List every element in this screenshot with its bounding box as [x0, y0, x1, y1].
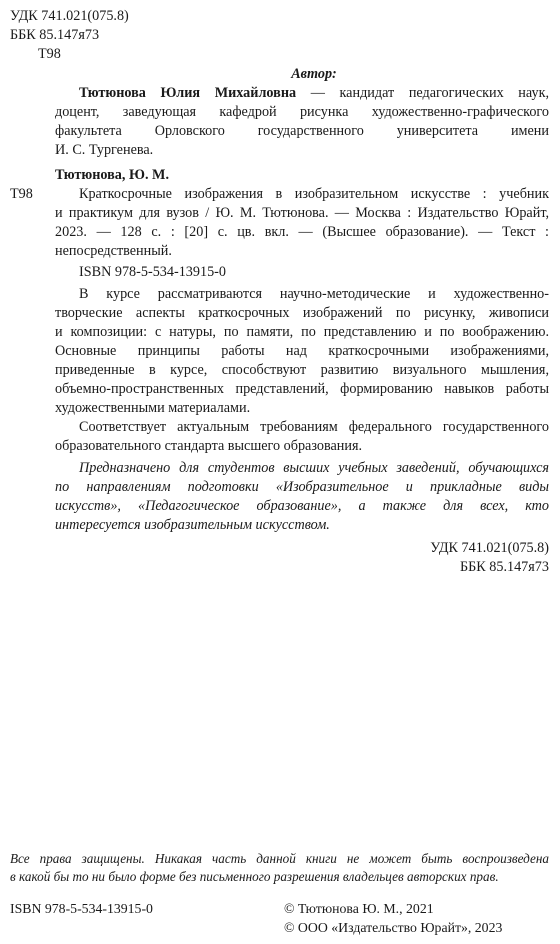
catalog-isbn: ISBN 978-5-534-13915-0	[79, 264, 226, 280]
annotation-p3-line-3: искусств», «Педагогическое образование», а также для всех, кто	[55, 498, 549, 514]
author-heading: Автор:	[291, 66, 337, 82]
udk-code-right: УДК 741.021(075.8)	[430, 540, 549, 556]
catalog-mark: Т98	[10, 186, 33, 202]
udk-code: УДК 741.021(075.8)	[10, 8, 129, 24]
annotation-p1-line-7: художественными материалами.	[55, 400, 251, 416]
catalog-author: Тютюнова, Ю. М.	[55, 167, 169, 183]
annotation-p2-line-1: Соответствует актуальным требованиям федерального государственного	[79, 419, 549, 435]
author-line-4: И. С. Тургенева.	[55, 142, 154, 158]
catalog-line-2: и практикум для вузов / Ю. М. Тютюнова. — Москва : Издательство Юрайт,	[55, 205, 549, 221]
rights-line-1: Все права защищены. Никакая часть данной книги не может быть воспроизведена	[10, 851, 549, 866]
author-mark: Т98	[38, 46, 61, 62]
annotation-p1-line-1: В курсе рассматриваются научно-методические и художественно-	[79, 286, 549, 302]
catalog-line-1: Краткосрочные изображения в изобразительном искусстве : учебник	[79, 186, 549, 202]
author-desc-1: — кандидат педагогических наук,	[296, 85, 550, 101]
annotation-p2-line-2: образовательного стандарта высшего образования.	[55, 438, 363, 454]
bbk-code-right: ББК 85.147я73	[459, 559, 549, 575]
annotation-p1-line-2: творческие аспекты краткосрочных изображений по рисунку, живописи	[55, 305, 549, 321]
annotation-p1-line-4: Основные принципы работы над краткосрочными изображениями,	[55, 343, 549, 359]
copyright-publisher: © ООО «Издательство Юрайт», 2023	[284, 920, 503, 935]
author-name: Тютюнова Юлия Михайловна	[79, 85, 297, 101]
author-line-2: доцент, заведующая кафедрой рисунка художественно-графического	[55, 104, 549, 120]
annotation-p1-line-5: приведенные в курсе, способствуют развитию визуального мышления,	[55, 362, 549, 378]
annotation-p1-line-6: объемно-пространственных представлений, формированию навыков работы	[55, 381, 549, 397]
rights-line-2: в какой бы то ни было форме без письменного разрешения владельцев авторских прав.	[10, 869, 499, 884]
annotation-p1-line-3: и композиции: с натуры, по памяти, по представлению и по воображению.	[55, 324, 549, 340]
author-line-1	[79, 83, 549, 103]
author-line-3: факультета Орловского государственного университета имени	[55, 123, 549, 139]
catalog-line-3: 2023. — 128 с. : [20] с. цв. вкл. — (Высшее образование). — Текст :	[55, 224, 549, 240]
annotation-p3-line-4: интересуется изобразительным искусством.	[55, 517, 330, 533]
annotation-p3-line-1: Предназначено для студентов высших учебных заведений, обучающихся	[79, 460, 549, 476]
bbk-code: ББК 85.147я73	[10, 27, 100, 43]
copyright-author: © Тютюнова Ю. М., 2021	[284, 901, 434, 916]
footer-isbn: ISBN 978-5-534-13915-0	[10, 901, 153, 916]
annotation-p3-line-2: по направлениям подготовки «Изобразительное и прикладные виды	[55, 479, 549, 495]
catalog-line-4: непосредственный.	[55, 243, 172, 259]
